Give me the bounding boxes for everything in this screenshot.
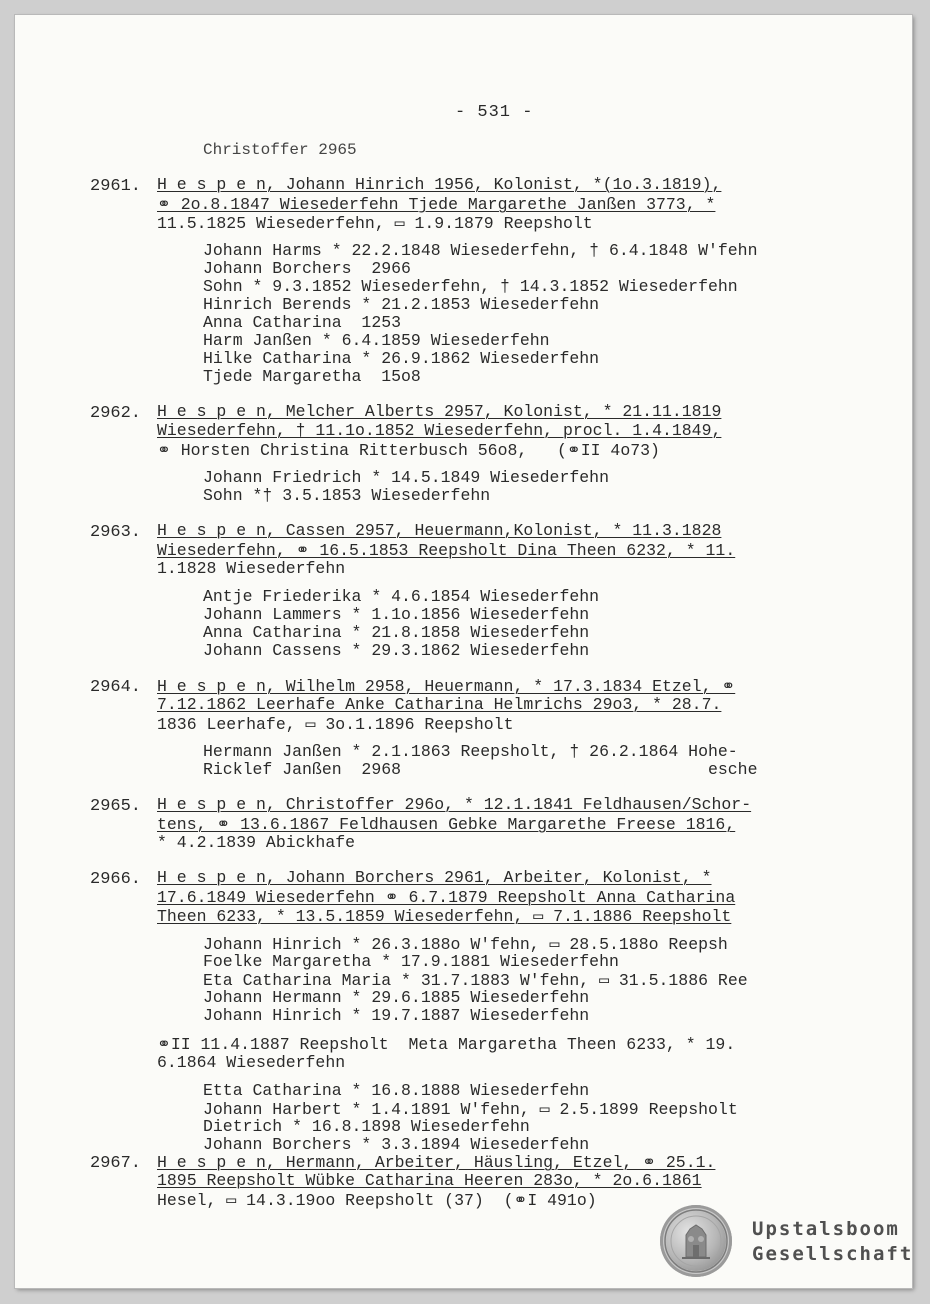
child-line: Dietrich * 16.8.1898 Wiesederfehn bbox=[203, 1117, 530, 1136]
entry-line: H e s p e n, Johann Borchers 2961, Arbeiter, Kolonist, * bbox=[157, 868, 712, 887]
entry-number: 2965. bbox=[90, 797, 142, 816]
child-line: Johann Borchers 2966 bbox=[203, 259, 411, 278]
entry-line: H e s p e n, Hermann, Arbeiter, Häusling, Etzel, ⚭ 25.1. bbox=[157, 1153, 716, 1172]
child-line: Johann Hermann * 29.6.1885 Wiesederfehn bbox=[203, 988, 590, 1007]
society-seal-icon bbox=[660, 1205, 732, 1277]
child-line: Johann Harbert * 1.4.1891 W'fehn, ▭ 2.5.1899 Reepsholt bbox=[203, 1100, 738, 1119]
entry-line: Wiesederfehn, † 11.1o.1852 Wiesederfehn, procl. 1.4.1849, bbox=[157, 421, 722, 440]
society-name-line1: Upstalsboom bbox=[752, 1218, 900, 1240]
child-line: Johann Cassens * 29.3.1862 Wiesederfehn bbox=[203, 641, 590, 660]
child-line: Ricklef Janßen 2968 esche bbox=[203, 760, 758, 779]
child-line: Antje Friederika * 4.6.1854 Wiesederfehn bbox=[203, 587, 600, 606]
entry-line: 1.1828 Wiesederfehn bbox=[157, 559, 346, 578]
child-line: Hermann Janßen * 2.1.1863 Reepsholt, † 26.2.1864 Hohe- bbox=[203, 742, 738, 761]
child-line: Johann Hinrich * 26.3.188o W'fehn, ▭ 28.5.188o Reepsh bbox=[203, 935, 728, 954]
entry-line: * 4.2.1839 Abickhafe bbox=[157, 833, 356, 852]
child-line: Harm Janßen * 6.4.1859 Wiesederfehn bbox=[203, 331, 550, 350]
child-line: Anna Catharina * 21.8.1858 Wiesederfehn bbox=[203, 623, 590, 642]
entry-line: 1895 Reepsholt Wübke Catharina Heeren 283o, * 2o.6.1861 bbox=[157, 1171, 702, 1190]
child-line: Etta Catharina * 16.8.1888 Wiesederfehn bbox=[203, 1081, 590, 1100]
child-line: Johann Borchers * 3.3.1894 Wiesederfehn bbox=[203, 1135, 590, 1154]
entry-line: 17.6.1849 Wiesederfehn ⚭ 6.7.1879 Reepsholt Anna Catharina bbox=[157, 888, 736, 907]
second-marriage-line: 6.1864 Wiesederfehn bbox=[157, 1053, 346, 1072]
entry-line: ⚭ Horsten Christina Ritterbusch 56o8, (⚭II 4o73) bbox=[157, 441, 660, 460]
child-line: Hinrich Berends * 21.2.1853 Wiesederfehn bbox=[203, 295, 600, 314]
entry-line: H e s p e n, Christoffer 296o, * 12.1.1841 Feldhausen/Schor- bbox=[157, 795, 752, 814]
child-line: Johann Lammers * 1.1o.1856 Wiesederfehn bbox=[203, 605, 590, 624]
child-line: Anna Catharina 1253 bbox=[203, 313, 402, 332]
entry-number: 2964. bbox=[90, 678, 142, 697]
page-number: - 531 - bbox=[455, 103, 534, 122]
entry-number: 2962. bbox=[90, 404, 142, 423]
entry-number: 2967. bbox=[90, 1154, 142, 1173]
entry-line: Hesel, ▭ 14.3.19oo Reepsholt (37) (⚭I 491o) bbox=[157, 1191, 597, 1210]
entry-line: 1836 Leerhafe, ▭ 3o.1.1896 Reepsholt bbox=[157, 715, 514, 734]
page-header-reference: Christoffer 2965 bbox=[203, 141, 357, 159]
entry-number: 2966. bbox=[90, 870, 142, 889]
child-line: Johann Friedrich * 14.5.1849 Wiesederfehn bbox=[203, 468, 609, 487]
entry-line: H e s p e n, Melcher Alberts 2957, Kolonist, * 21.11.1819 bbox=[157, 402, 722, 421]
entry-line: Theen 6233, * 13.5.1859 Wiesederfehn, ▭ 7.1.1886 Reepsholt bbox=[157, 907, 732, 926]
entry-line: H e s p e n, Johann Hinrich 1956, Kolonist, *(1o.3.1819), bbox=[157, 175, 722, 194]
child-line: Hilke Catharina * 26.9.1862 Wiesederfehn bbox=[203, 349, 600, 368]
child-line: Eta Catharina Maria * 31.7.1883 W'fehn, ▭ 31.5.1886 Ree bbox=[203, 971, 748, 990]
entry-line: H e s p e n, Wilhelm 2958, Heuermann, * 17.3.1834 Etzel, ⚭ bbox=[157, 677, 736, 696]
child-line: Johann Hinrich * 19.7.1887 Wiesederfehn bbox=[203, 1006, 590, 1025]
entry-line: 7.12.1862 Leerhafe Anke Catharina Helmrichs 29o3, * 28.7. bbox=[157, 695, 722, 714]
document-page bbox=[15, 15, 912, 1288]
child-line: Johann Harms * 22.2.1848 Wiesederfehn, † 6.4.1848 W'fehn bbox=[203, 241, 758, 260]
entry-line: H e s p e n, Cassen 2957, Heuermann,Kolonist, * 11.3.1828 bbox=[157, 521, 722, 540]
child-line: Tjede Margaretha 15o8 bbox=[203, 367, 421, 386]
child-line: Sohn * 9.3.1852 Wiesederfehn, † 14.3.1852 Wiesederfehn bbox=[203, 277, 738, 296]
entry-line: Wiesederfehn, ⚭ 16.5.1853 Reepsholt Dina Theen 6232, * 11. bbox=[157, 541, 736, 560]
child-line: Sohn *† 3.5.1853 Wiesederfehn bbox=[203, 486, 491, 505]
child-line: Foelke Margaretha * 17.9.1881 Wiesederfehn bbox=[203, 952, 619, 971]
entry-line: 11.5.1825 Wiesederfehn, ▭ 1.9.1879 Reepsholt bbox=[157, 214, 593, 233]
entry-line: ⚭ 2o.8.1847 Wiesederfehn Tjede Margarethe Janßen 3773, * bbox=[157, 195, 716, 214]
second-marriage-line: ⚭II 11.4.1887 Reepsholt Meta Margaretha Theen 6233, * 19. bbox=[157, 1035, 736, 1054]
entry-number: 2963. bbox=[90, 523, 142, 542]
entry-number: 2961. bbox=[90, 177, 142, 196]
entry-line: tens, ⚭ 13.6.1867 Feldhausen Gebke Margarethe Freese 1816, bbox=[157, 815, 736, 834]
society-name-line2: Gesellschaft bbox=[752, 1243, 914, 1265]
